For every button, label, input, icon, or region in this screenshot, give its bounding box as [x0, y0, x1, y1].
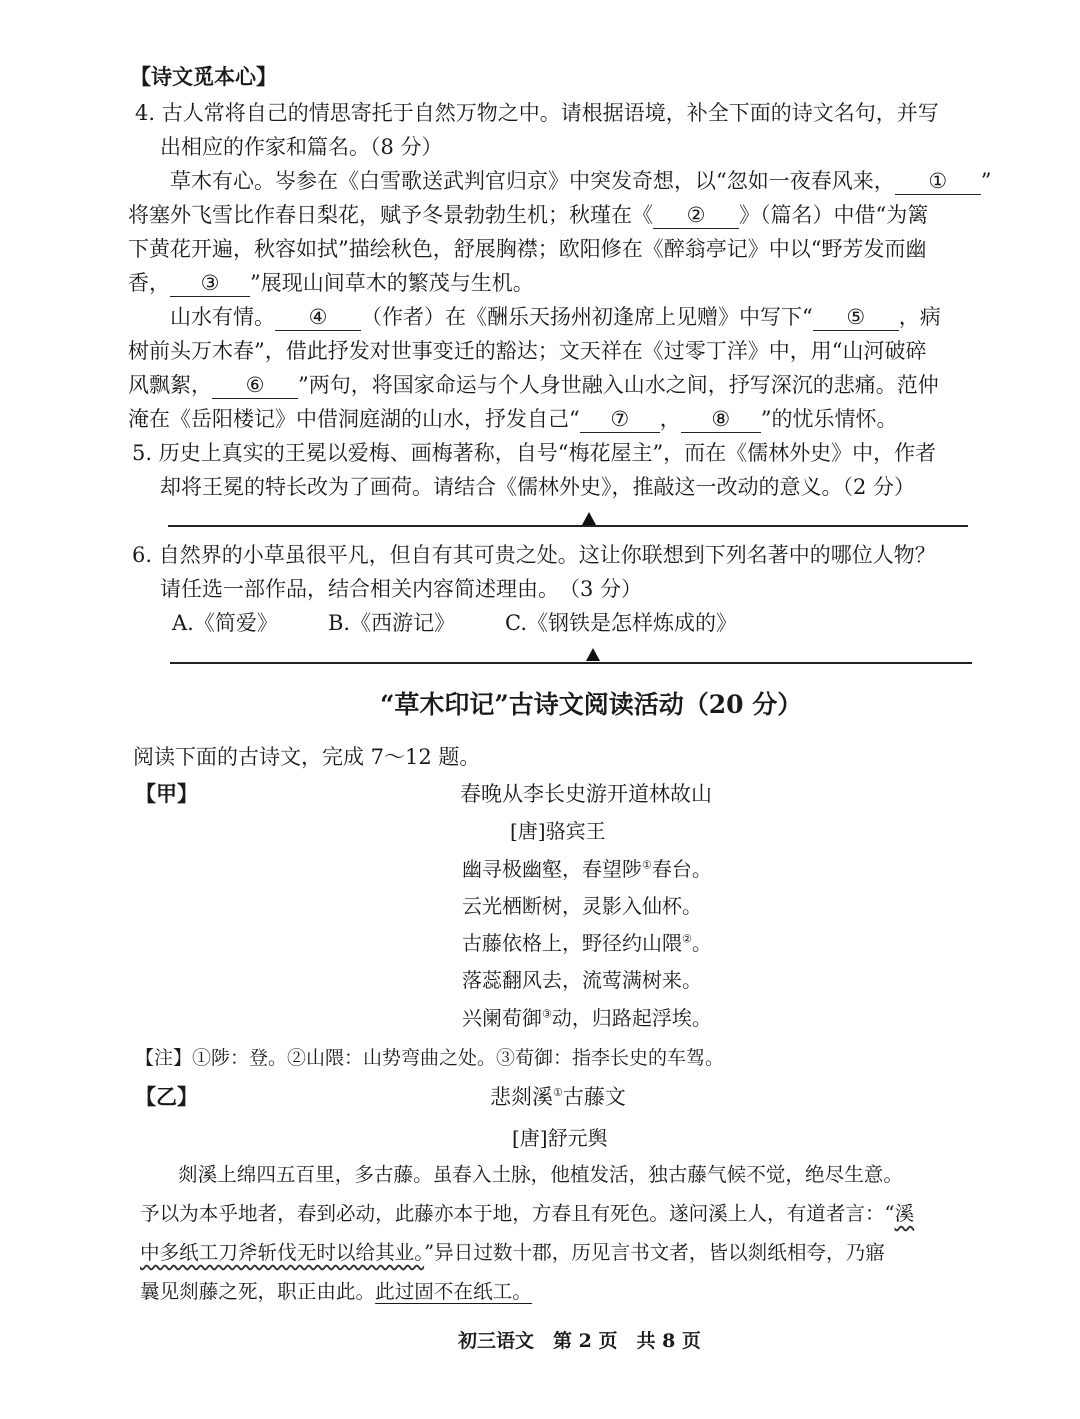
passage-yi-line-2	[140, 1199, 914, 1229]
poem-jia-author: [唐]骆宾王	[510, 819, 606, 843]
poem-jia-line-4: 落蕊翻风去，流莺满树来。	[462, 968, 702, 992]
text-segment: 兴阑荀御	[462, 1006, 542, 1030]
blank-8: ⑧	[681, 406, 761, 433]
poem-jia-line-3	[462, 928, 712, 958]
poem-jia-notes: 【注】①陟：登。②山隈：山势弯曲之处。③荀御：指李长史的车驾。	[135, 1047, 725, 1069]
poem-jia-line-2: 云光栖断树，灵影入仙杯。	[462, 894, 702, 918]
passage-yi-line-4	[140, 1277, 532, 1307]
text-segment: ”展现山间草木的繁茂与生机。	[250, 271, 534, 295]
text-segment: 风飘絮，	[128, 373, 212, 397]
answer-line	[170, 662, 972, 664]
text-segment: ”的忧乐情怀。	[760, 407, 898, 431]
text-segment: ”异日过数十郡，历见言书文者，皆以剡纸相夸，乃寤	[424, 1241, 885, 1264]
text-segment: 山水有情。	[170, 305, 275, 329]
poem-jia-line-5	[462, 1003, 712, 1033]
footnote-mark: ②	[682, 932, 692, 946]
wavy-underlined-text: 中多纸工刀斧斩伐无时以给其业。	[140, 1241, 425, 1264]
q4-para2-line-2: 树前头万木春”，借此抒发对世事变迁的豁达；文天祥在《过零丁洋》中，用“山河破碎	[128, 339, 927, 363]
q4-para2-line-4	[128, 404, 897, 434]
answer-marker-icon	[586, 648, 600, 661]
passage-yi-title	[490, 1082, 626, 1112]
text-segment: 淹在《岳阳楼记》中借洞庭湖的山水，抒发自己“	[128, 407, 580, 431]
q5-line-2: 却将王冕的特长改为了画荷。请结合《儒林外史》，推敲这一改动的意义。（2 分）	[160, 475, 916, 499]
poem-jia-title: 春晚从李长史游开道林故山	[460, 782, 712, 806]
wavy-underlined-text: 溪	[894, 1202, 915, 1225]
text-segment: 草木有心。岑参在《白雪歌送武判官归京》中突发奇想，以“忽如一夜春风来，	[170, 169, 895, 193]
passage-yi-line-3	[140, 1238, 885, 1268]
text-segment: 曩见剡藤之死，职正由此。	[140, 1280, 376, 1303]
q6-line-1: 6. 自然界的小草虽很平凡，但自有其可贵之处。这让你联想到下列名著中的哪位人物？	[132, 543, 936, 567]
reading-instruction: 阅读下面的古诗文，完成 7～12 题。	[133, 745, 481, 769]
answer-marker-icon	[582, 512, 596, 525]
passage-yi-line-1: 剡溪上绵四五百里，多古藤。虽春入土脉，他植发活，独古藤气候不觉，绝尽生意。	[178, 1163, 903, 1186]
text-segment: ”	[980, 169, 992, 193]
text-segment: ”两句，将国家命运与个人身世融入山水之间，抒写深沉的悲痛。范仲	[298, 373, 939, 397]
q4-line-2: 出相应的作家和篇名。（8 分）	[160, 135, 443, 159]
blank-6: ⑥	[212, 372, 298, 399]
q6-option-c: C.《钢铁是怎样炼成的》	[505, 611, 737, 635]
text-segment: 予以为本乎地者，春到必动，此藤亦本于地，方春且有死色。遂问溪上人，有道者言：“	[140, 1202, 895, 1225]
text-segment: 动，归路起浮埃。	[551, 1006, 712, 1030]
poem-jia-line-1	[462, 854, 712, 884]
footnote-mark: ①	[642, 858, 652, 872]
text-segment: 》（篇名）中借“为篱	[739, 203, 929, 227]
text-segment: 春台。	[651, 857, 712, 881]
text-segment: 香，	[128, 271, 170, 295]
page-footer: 初三语文 第 2 页 共 8 页	[458, 1330, 701, 1352]
text-segment: 。	[691, 931, 712, 955]
text-segment: （作者）在《酬乐天扬州初逢席上见赠》中写下“	[361, 305, 813, 329]
blank-1: ①	[895, 168, 981, 195]
blank-4: ④	[275, 304, 361, 331]
q4-para1-line-2	[128, 200, 928, 230]
q4-para1-line-3: 下黄花开遍，秋容如拭”描绘秋色，舒展胸襟；欧阳修在《醉翁亭记》中以“野芳发而幽	[128, 237, 927, 261]
passage-yi-label: 【乙】	[135, 1084, 198, 1109]
footnote-mark: ③	[542, 1007, 552, 1021]
poem-jia-label: 【甲】	[135, 781, 198, 806]
underlined-text: 此过固不在纸工。	[375, 1280, 532, 1303]
text-segment: 古藤依格上，野径约山隈	[462, 931, 682, 955]
q4-para1-line-1	[170, 166, 991, 196]
q4-para1-line-4	[128, 268, 534, 298]
blank-2: ②	[653, 202, 739, 229]
text-segment: 幽寻极幽壑，春望陟	[462, 857, 642, 881]
blank-7: ⑦	[580, 406, 660, 433]
blank-3: ③	[170, 270, 250, 297]
section-heading: 【诗文觅本心】	[130, 64, 277, 89]
text-segment: 将塞外飞雪比作春日梨花，赋予冬景勃勃生机；秋瑾在《	[128, 203, 653, 227]
q6-option-b: B.《西游记》	[328, 611, 456, 635]
q4-line-1: 4. 古人常将自己的情思寄托于自然万物之中。请根据语境，补全下面的诗文名句，并写	[135, 101, 939, 125]
blank-5: ⑤	[813, 304, 899, 331]
text-segment: 悲剡溪	[490, 1085, 553, 1109]
q6-option-a: A.《简爱》	[172, 611, 278, 635]
q5-line-1: 5. 历史上真实的王冕以爱梅、画梅著称，自号“梅花屋主”，而在《儒林外史》中，作者	[132, 441, 937, 465]
passage-yi-author: [唐]舒元舆	[512, 1126, 608, 1150]
q4-para2-line-1	[170, 302, 941, 332]
q4-para2-line-3	[128, 370, 939, 400]
footnote-mark: ①	[553, 1086, 563, 1099]
q6-line-2: 请任选一部作品，结合相关内容简述理由。 （3 分）	[160, 577, 643, 601]
text-segment: 古藤文	[562, 1085, 626, 1109]
text-segment: ，	[659, 407, 681, 431]
text-segment: ，病	[898, 305, 941, 329]
answer-line	[168, 525, 968, 527]
activity-title: “草木印记”古诗文阅读活动（20 分）	[380, 690, 803, 719]
